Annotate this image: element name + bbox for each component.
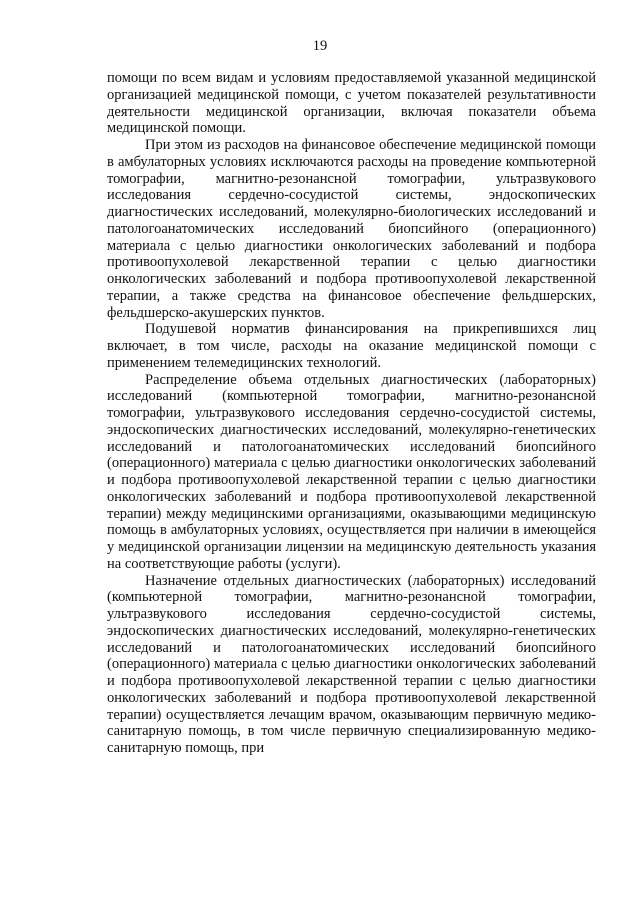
paragraph-continuation: помощи по всем видам и условиям предоставляемой указанной медицинской организацией медицинской помощи, с учетом показателей результативности деятельности медицинской организации, включая показатели объема медицинской помощи. xyxy=(107,70,596,137)
paragraph-diagnostic-assignment: Назначение отдельных диагностических (лабораторных) исследований (компьютерной томографии, магнитно-резонансной томографии, ультразвукового исследования сердечно-сосудистой системы, эндоскопических диагностических исследований, молекулярно-генетических исследований и патологоанатомических исследований биопсийного (операционного) материала с целью диагностики онкологических заболеваний и подбора противоопухолевой лекарственной терапии с целью диагностики онкологических заболеваний и подбора противоопухолевой лекарственной терапии) осуществляется лечащим врачом, оказывающим первичную медико-санитарную помощь, в том числе первичную специализированную медико-санитарную помощь, при xyxy=(107,572,596,756)
paragraph-volume-distribution: Распределение объема отдельных диагностических (лабораторных) исследований (компьютерной томографии, магнитно-резонансной томографии, ультразвукового исследования сердечно-сосудистой системы, эндоскопических диагностических исследований, молекулярно-генетических исследований и патологоанатомических исследований биопсийного (операционного) материала с целью диагностики онкологических заболеваний и подбора противоопухолевой лекарственной терапии с целью диагностики онкологических заболеваний и подбора противоопухолевой лекарственной терапии) между медицинскими организациями, оказывающими медицинскую помощь в амбулаторных условиях, осуществляется при наличии в имеющейся у медицинской организации лицензии на медицинскую деятельность указания на соответствующие работы (услуги). xyxy=(107,371,596,572)
paragraph-per-capita-standard: Подушевой норматив финансирования на прикрепившихся лиц включает, в том числе, расходы на оказание медицинской помощи с применением телемедицинских технологий. xyxy=(107,321,596,371)
paragraph-expense-exclusions: При этом из расходов на финансовое обеспечение медицинской помощи в амбулаторных условиях исключаются расходы на проведение компьютерной томографии, магнитно-резонансной томографии, ультразвукового исследования сердечно-сосудистой системы, эндоскопических диагностических исследований, молекулярно-биологических исследований и патологоанатомических исследований биопсийного (операционного) материала с целью диагностики онкологических заболеваний и подбора противоопухолевой лекарственной терапии с целью диагностики онкологических заболеваний и подбора противоопухолевой лекарственной терапии, а также средства на финансовое обеспечение фельдшерских, фельдшерско-акушерских пунктов. xyxy=(107,137,596,321)
document-body xyxy=(107,70,596,757)
page-number: 19 xyxy=(312,38,328,54)
